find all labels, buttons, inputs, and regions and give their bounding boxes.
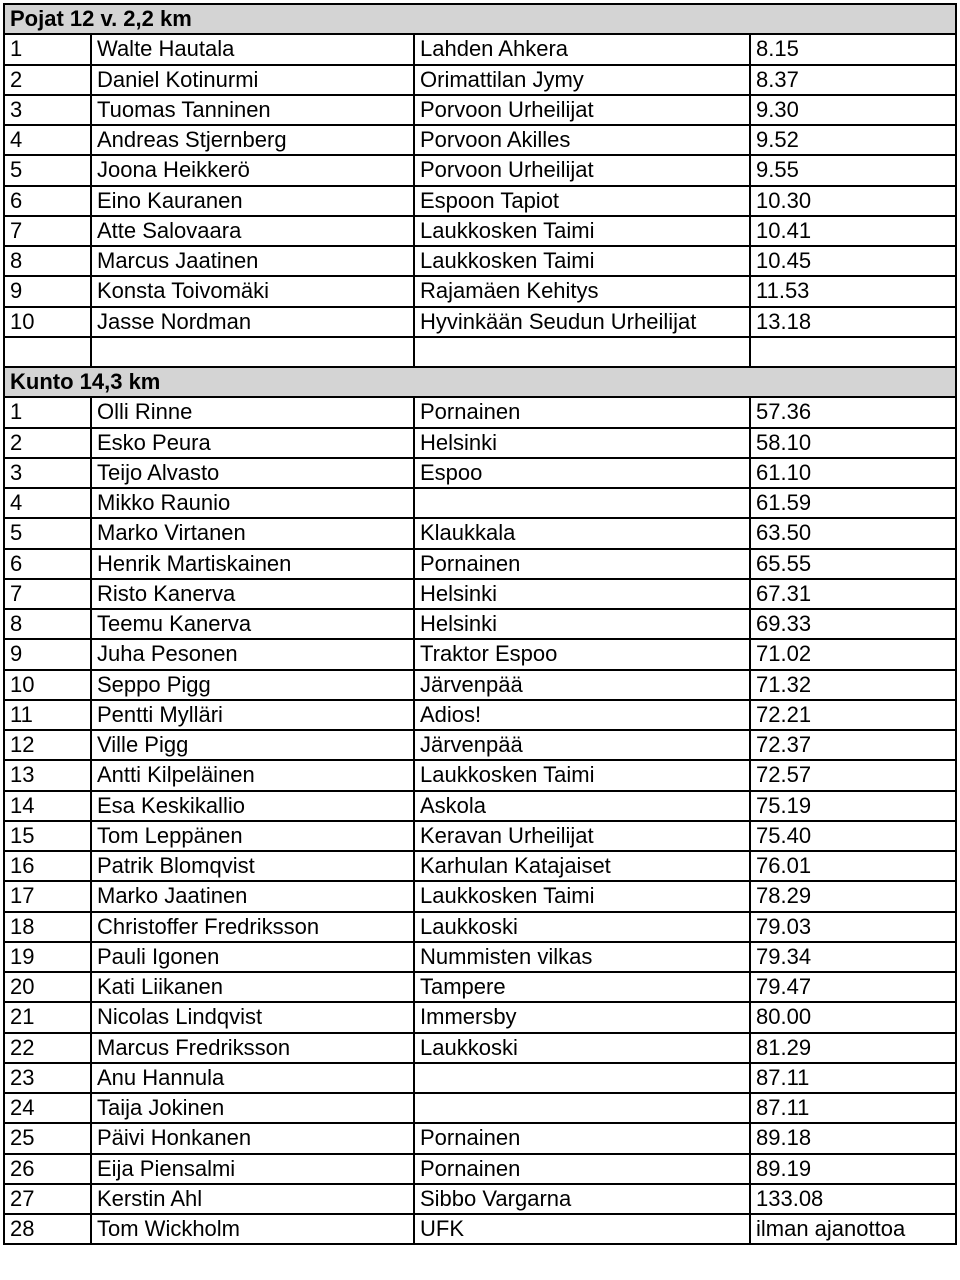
rank-cell: 5 [3,154,90,184]
time-cell: 75.19 [749,790,957,820]
table-row [3,94,957,124]
table-row [3,275,957,305]
time-cell: 72.37 [749,729,957,759]
name-cell: Eija Piensalmi [90,1153,413,1183]
time-cell: 87.11 [749,1092,957,1122]
rank-cell: 3 [3,94,90,124]
table-row [3,1153,957,1183]
club-cell: Rajamäen Kehitys [413,275,749,305]
name-cell: Risto Kanerva [90,578,413,608]
name-cell: Marko Virtanen [90,517,413,547]
time-cell: 71.02 [749,638,957,668]
club-cell: Helsinki [413,427,749,457]
table-row [3,911,957,941]
time-cell: ilman ajanottoa [749,1213,957,1243]
club-cell: Espoo [413,457,749,487]
time-cell: 8.15 [749,33,957,63]
club-cell: Pornainen [413,1122,749,1152]
time-cell: 10.41 [749,215,957,245]
name-cell: Jasse Nordman [90,306,413,336]
name-cell: Teemu Kanerva [90,608,413,638]
rank-cell: 20 [3,971,90,1001]
rank-cell: 13 [3,759,90,789]
rank-cell: 3 [3,457,90,487]
name-cell: Antti Kilpeläinen [90,759,413,789]
time-cell: 89.19 [749,1153,957,1183]
name-cell: Andreas Stjernberg [90,124,413,154]
time-cell: 133.08 [749,1183,957,1213]
club-cell [413,1092,749,1122]
table-row [3,1001,957,1031]
rank-cell: 5 [3,517,90,547]
rank-cell: 9 [3,638,90,668]
rank-cell: 10 [3,669,90,699]
table-row [3,850,957,880]
rank-cell: 4 [3,487,90,517]
rank-cell: 27 [3,1183,90,1213]
table-row [3,185,957,215]
club-cell: Nummisten vilkas [413,941,749,971]
table-row [3,427,957,457]
table-row [3,638,957,668]
club-cell: Helsinki [413,578,749,608]
name-cell: Ville Pigg [90,729,413,759]
name-cell: Konsta Toivomäki [90,275,413,305]
table-row [3,578,957,608]
club-cell: Hyvinkään Seudun Urheilijat [413,306,749,336]
name-cell: Kerstin Ahl [90,1183,413,1213]
club-cell: Espoon Tapiot [413,185,749,215]
time-cell: 9.30 [749,94,957,124]
name-cell: Juha Pesonen [90,638,413,668]
rank-cell: 6 [3,185,90,215]
club-cell: Laukkoski [413,911,749,941]
table-row [3,64,957,94]
name-cell: Marcus Fredriksson [90,1032,413,1062]
time-cell: 69.33 [749,608,957,638]
rank-cell: 12 [3,729,90,759]
club-cell: Immersby [413,1001,749,1031]
club-cell: Porvoon Urheilijat [413,154,749,184]
rank-cell: 4 [3,124,90,154]
club-cell [413,336,749,366]
club-cell: Keravan Urheilijat [413,820,749,850]
club-cell: Pornainen [413,1153,749,1183]
time-cell: 79.03 [749,911,957,941]
name-cell: Christoffer Fredriksson [90,911,413,941]
name-cell: Päivi Honkanen [90,1122,413,1152]
table-row [3,1092,957,1122]
table-row [3,699,957,729]
name-cell: Henrik Martiskainen [90,548,413,578]
name-cell [90,336,413,366]
table-row [3,1062,957,1092]
club-cell: Järvenpää [413,729,749,759]
table-row [3,487,957,517]
table-row [3,457,957,487]
rank-cell: 1 [3,33,90,63]
club-cell: Järvenpää [413,669,749,699]
time-cell: 9.55 [749,154,957,184]
name-cell: Marko Jaatinen [90,880,413,910]
club-cell: Porvoon Akilles [413,124,749,154]
rank-cell: 21 [3,1001,90,1031]
name-cell: Kati Liikanen [90,971,413,1001]
time-cell: 76.01 [749,850,957,880]
section-header [3,3,957,33]
rank-cell: 26 [3,1153,90,1183]
name-cell: Taija Jokinen [90,1092,413,1122]
table-row [3,306,957,336]
rank-cell: 9 [3,275,90,305]
name-cell: Olli Rinne [90,396,413,426]
name-cell: Joona Heikkerö [90,154,413,184]
time-cell: 81.29 [749,1032,957,1062]
club-cell: Laukkosken Taimi [413,215,749,245]
club-cell: Laukkosken Taimi [413,245,749,275]
rank-cell: 18 [3,911,90,941]
name-cell: Anu Hannula [90,1062,413,1092]
rank-cell: 8 [3,608,90,638]
club-cell: Klaukkala [413,517,749,547]
time-cell: 61.10 [749,457,957,487]
rank-cell: 22 [3,1032,90,1062]
rank-cell: 8 [3,245,90,275]
name-cell: Esko Peura [90,427,413,457]
time-cell: 58.10 [749,427,957,457]
table-row [3,1122,957,1152]
name-cell: Tuomas Tanninen [90,94,413,124]
rank-cell: 2 [3,427,90,457]
name-cell: Esa Keskikallio [90,790,413,820]
name-cell: Nicolas Lindqvist [90,1001,413,1031]
club-cell [413,487,749,517]
club-cell: Laukkoski [413,1032,749,1062]
table-row [3,1183,957,1213]
club-cell: Helsinki [413,608,749,638]
time-cell: 87.11 [749,1062,957,1092]
time-cell: 9.52 [749,124,957,154]
time-cell: 65.55 [749,548,957,578]
name-cell: Pauli Igonen [90,941,413,971]
time-cell: 89.18 [749,1122,957,1152]
table-row [3,154,957,184]
name-cell: Tom Leppänen [90,820,413,850]
name-cell: Seppo Pigg [90,669,413,699]
table-row [3,396,957,426]
rank-cell: 28 [3,1213,90,1243]
section-title: Pojat 12 v. 2,2 km [3,3,957,33]
table-row [3,1032,957,1062]
table-row [3,820,957,850]
rank-cell: 24 [3,1092,90,1122]
time-cell: 67.31 [749,578,957,608]
time-cell: 11.53 [749,275,957,305]
rank-cell: 23 [3,1062,90,1092]
name-cell: Patrik Blomqvist [90,850,413,880]
club-cell [413,1062,749,1092]
rank-cell: 11 [3,699,90,729]
sheet-bottom-border [3,1243,957,1245]
rank-cell: 7 [3,578,90,608]
time-cell: 80.00 [749,1001,957,1031]
rank-cell [3,336,90,366]
club-cell: Adios! [413,699,749,729]
name-cell: Daniel Kotinurmi [90,64,413,94]
time-cell: 78.29 [749,880,957,910]
time-cell: 8.37 [749,64,957,94]
table-row [3,215,957,245]
club-cell: Lahden Ahkera [413,33,749,63]
table-row [3,1213,957,1243]
name-cell: Atte Salovaara [90,215,413,245]
rank-cell: 19 [3,941,90,971]
table-row [3,880,957,910]
table-row [3,336,957,366]
time-cell: 79.47 [749,971,957,1001]
rank-cell: 16 [3,850,90,880]
table-row [3,33,957,63]
rank-cell: 6 [3,548,90,578]
rank-cell: 7 [3,215,90,245]
time-cell: 57.36 [749,396,957,426]
section-header [3,366,957,396]
table-row [3,971,957,1001]
time-cell: 71.32 [749,669,957,699]
club-cell: Tampere [413,971,749,1001]
name-cell: Walte Hautala [90,33,413,63]
name-cell: Eino Kauranen [90,185,413,215]
club-cell: Karhulan Katajaiset [413,850,749,880]
table-row [3,790,957,820]
rank-cell: 15 [3,820,90,850]
club-cell: Orimattilan Jymy [413,64,749,94]
club-cell: Pornainen [413,548,749,578]
time-cell: 72.21 [749,699,957,729]
time-cell: 75.40 [749,820,957,850]
table-row [3,759,957,789]
table-row [3,517,957,547]
time-cell: 63.50 [749,517,957,547]
rank-cell: 2 [3,64,90,94]
club-cell: Traktor Espoo [413,638,749,668]
club-cell: Laukkosken Taimi [413,880,749,910]
club-cell: Laukkosken Taimi [413,759,749,789]
time-cell: 79.34 [749,941,957,971]
rank-cell: 1 [3,396,90,426]
club-cell: Askola [413,790,749,820]
club-cell: Sibbo Vargarna [413,1183,749,1213]
table-row [3,245,957,275]
club-cell: UFK [413,1213,749,1243]
name-cell: Teijo Alvasto [90,457,413,487]
table-row [3,548,957,578]
name-cell: Mikko Raunio [90,487,413,517]
table-row [3,729,957,759]
time-cell [749,336,957,366]
section-title: Kunto 14,3 km [3,366,957,396]
time-cell: 61.59 [749,487,957,517]
name-cell: Marcus Jaatinen [90,245,413,275]
rank-cell: 10 [3,306,90,336]
time-cell: 72.57 [749,759,957,789]
rank-cell: 25 [3,1122,90,1152]
name-cell: Pentti Mylläri [90,699,413,729]
table-row [3,669,957,699]
club-cell: Pornainen [413,396,749,426]
club-cell: Porvoon Urheilijat [413,94,749,124]
table-row [3,941,957,971]
rank-cell: 17 [3,880,90,910]
table-row [3,608,957,638]
time-cell: 10.45 [749,245,957,275]
results-sheet [3,3,957,1245]
rank-cell: 14 [3,790,90,820]
name-cell: Tom Wickholm [90,1213,413,1243]
table-row [3,124,957,154]
time-cell: 10.30 [749,185,957,215]
time-cell: 13.18 [749,306,957,336]
